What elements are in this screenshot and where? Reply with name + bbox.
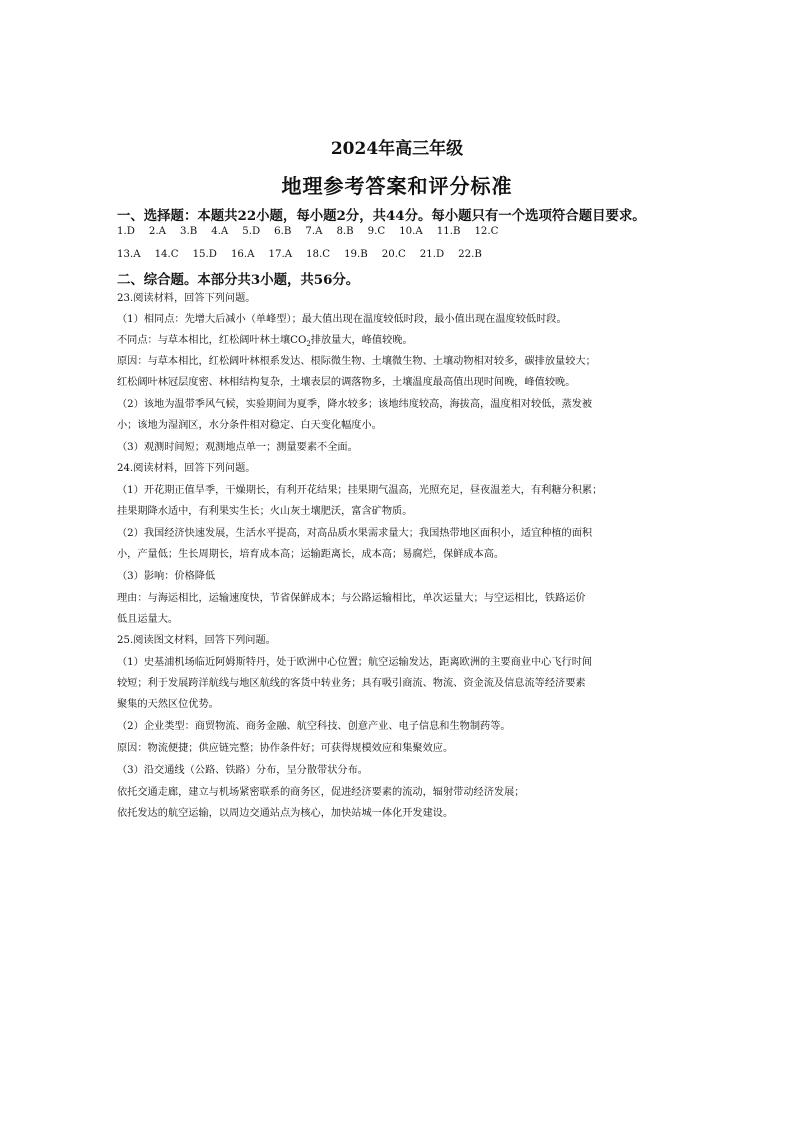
q23-subscript: 2: [306, 340, 311, 349]
q23-line: 红松阔叶林冠层度密、林相结构复杂，土壤表层的调落物多，土壤温度最高值出现时间晚，峰值较晚。: [117, 377, 576, 388]
answer-item: 17.A: [268, 249, 293, 260]
answer-item: 12.C: [474, 226, 499, 237]
answer-item: 9.C: [367, 226, 386, 237]
answer-item: 7.A: [305, 226, 323, 237]
answer-item: 1.D: [117, 226, 135, 237]
answer-item: 13.A: [117, 249, 141, 260]
q23-line: 小；该地为湿润区，水分条件相对稳定、白天变化幅度小。: [117, 420, 382, 431]
answer-item: 11.B: [436, 226, 461, 237]
section1-heading: 一、选择题：本题共22小题，每小题2分，共44分。每小题只有一个选项符合题目要求。: [117, 208, 646, 224]
document-year-grade: 2024年高三年级: [330, 139, 464, 159]
q24-line: 理由：与海运相比，运输速度快，节省保鲜成本；与公路运输相比，单次运量大；与空运相比，铁路运价: [117, 593, 586, 604]
answer-item: 20.C: [381, 249, 406, 260]
q25-line: 依托发达的航空运输，以周边交通站点为核心，加快站城一体化开发建设。: [117, 808, 454, 819]
answer-item: 6.B: [274, 226, 292, 237]
answer-item: 5.D: [242, 226, 261, 237]
q24-line: （2）我国经济快速发展，生活水平提高，对高品质水果需求量大；我国热带地区面积小，适宜种植的面积: [117, 528, 593, 539]
q25-line: 聚集的天然区位优势。: [117, 699, 219, 710]
q23-line: （2）该地为温带季风气候，实验期间为夏季，降水较多；该地纬度较高，海拔高，温度相对较低，蒸发被: [117, 399, 593, 410]
q24-line: （3）影响：价格降低: [117, 571, 216, 582]
answer-item: 14.C: [154, 249, 179, 260]
q23-line: [117, 334, 413, 351]
q25-line: （2）企业类型：商贸物流、商务金融、航空科技、创意产业、电子信息和生物制药等。: [117, 721, 511, 732]
answer-item: 2.A: [148, 226, 166, 237]
q23-text: 不同点：与草本相比，红松阔叶林土壤CO: [117, 335, 307, 346]
answer-item: 15.D: [192, 249, 217, 260]
answer-item: 16.A: [230, 249, 255, 260]
document-title: 地理参考答案和评分标准: [281, 174, 513, 198]
answer-item: 21.D: [419, 249, 445, 260]
q23-line: 原因：与草本相比，红松阔叶林根系发达、根际微生物、土壤微生物、土壤动物相对较多，碳排放量较大；: [117, 356, 596, 367]
q23-line: （1）相同点：先增大后减小（单峰型）；最大值出现在温度较低时段，最小值出现在温度较低时段。: [117, 314, 567, 325]
q25-line: 较短；利于发展跨洋航线与地区航线的客货中转业务；具有吸引商流、物流、资金流及信息流等经济要素: [117, 678, 586, 689]
answer-item: 4.A: [211, 226, 229, 237]
answer-item: 18.C: [306, 249, 331, 260]
q24-line: 低且运量大。: [117, 614, 179, 625]
answer-item: 3.B: [179, 226, 198, 237]
q24-line: 挂果期降水适中，有利果实生长；火山灰土壤肥沃，富含矿物质。: [117, 506, 413, 517]
section2-heading: 二、综合题。本部分共3小题，共56分。: [117, 272, 360, 288]
q23-intro: 23.阅读材料，回答下列问题。: [117, 293, 256, 304]
q23-text: 排放量大，峰值较晚。: [310, 335, 413, 346]
q25-intro: 25.阅读图文材料，回答下列问题。: [117, 635, 276, 646]
q23-line: （3）观测时间短；观测地点单一；测量要素不全面。: [117, 442, 358, 453]
answer-item: 8.B: [336, 226, 354, 237]
answer-item: 10.A: [399, 226, 423, 237]
q25-line: 依托交通走廊，建立与机场紧密联系的商务区，促进经济要素的流动，辐射带动经济发展；: [117, 787, 525, 798]
q25-line: 原因：物流便捷；供应链完整；协作条件好；可获得规模效应和集聚效应。: [117, 743, 454, 754]
q24-line: 小，产量低；生长周期长，培育成本高；运输距离长，成本高；易腐烂，保鲜成本高。: [117, 549, 505, 560]
q25-line: （3）沿交通线（公路、铁路）分布，呈分散带状分布。: [117, 765, 368, 776]
q24-line: （1）开花期正值旱季，干燥期长，有利开花结果；挂果期气温高，光照充足，昼夜温差大，有利糖分积累；: [117, 485, 603, 496]
q25-line: （1）史基浦机场临近阿姆斯特丹，处于欧洲中心位置；航空运输发达，距离欧洲的主要商业中心飞行时间: [117, 657, 593, 668]
answers-row-1: [117, 226, 512, 237]
answers-row-2: [117, 249, 496, 260]
answer-item: 19.B: [344, 249, 368, 260]
q24-intro: 24.阅读材料，回答下列问题。: [117, 463, 256, 474]
answer-item: 22.B: [458, 249, 482, 260]
